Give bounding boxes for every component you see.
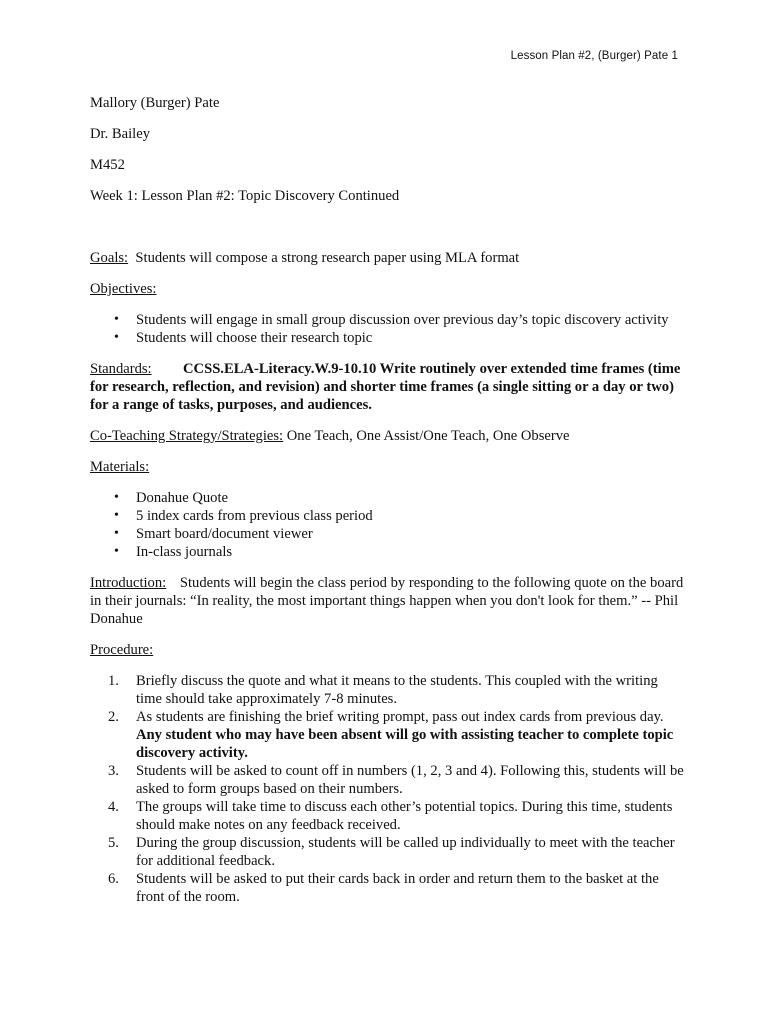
running-header: Lesson Plan #2, (Burger) Pate 1: [510, 50, 678, 62]
procedure-list: [90, 672, 684, 906]
step-number: 5.: [108, 835, 119, 851]
list-item: • 5 index cards from previous class period: [136, 507, 684, 525]
materials-label: Materials:: [90, 459, 150, 475]
introduction-section: [90, 574, 684, 628]
procedure-step: [108, 672, 684, 708]
step-text: Students will be asked to put their cards back in order and return them to the basket at the front of the room.: [136, 871, 659, 905]
standards-text: CCSS.ELA-Literacy.W.9-10.10 Write routinely over extended time frames (time for research, reflection, and revision) and shorter time frames (a single sitting or a day or two) for a range of tasks, purposes, and audiences.: [90, 361, 681, 413]
step-text: Briefly discuss the quote and what it means to the students. This coupled with the writing time should take approximately 7-8 minutes.: [136, 673, 658, 707]
step-text: The groups will take time to discuss each other’s potential topics. During this time, students should make notes on any feedback received.: [136, 799, 673, 833]
step-text: Students will be asked to count off in numbers (1, 2, 3 and 4). Following this, students will be asked to form groups based on their numbers.: [136, 763, 684, 797]
coteaching-text: One Teach, One Assist/One Teach, One Observe: [286, 428, 570, 444]
introduction-text: Students will begin the class period by responding to the following quote on the board in their journals: “In reality, the most important things happen when you don't look for them.” -- Phil Donahue: [90, 575, 684, 627]
coteaching-label: Co-Teaching Strategy/Strategies:: [90, 428, 284, 444]
step-text: As students are finishing the brief writing prompt, pass out index cards from previous day.: [136, 709, 664, 725]
coteaching-section: [90, 427, 684, 445]
lesson-title: Week 1: Lesson Plan #2: Topic Discovery Continued: [90, 188, 400, 204]
step-number: 4.: [108, 799, 119, 815]
materials-list: [90, 489, 684, 561]
step-number: 3.: [108, 763, 119, 779]
goals-section: [90, 249, 684, 267]
list-item: • Students will engage in small group discussion over previous day’s topic discovery activity: [136, 311, 684, 329]
list-item: • In-class journals: [136, 543, 684, 561]
standards-section: [90, 360, 684, 414]
list-item: • Students will choose their research topic: [136, 329, 684, 347]
procedure-step: [108, 834, 684, 870]
goals-label: Goals:: [90, 250, 129, 266]
list-item: • Donahue Quote: [136, 489, 684, 507]
goals-text: Students will compose a strong research paper using MLA format: [135, 250, 520, 266]
standards-label: Standards:: [90, 361, 152, 377]
step-number: 1.: [108, 673, 119, 689]
author-name: Mallory (Burger) Pate: [90, 95, 220, 111]
course-number: M452: [90, 157, 125, 173]
procedure-step: [108, 708, 684, 762]
step-bold-note: Any student who may have been absent will go with assisting teacher to complete topic discovery activity.: [136, 727, 674, 761]
objectives-heading: [90, 280, 684, 298]
objectives-list: [90, 311, 684, 347]
list-item: • Smart board/document viewer: [136, 525, 684, 543]
step-number: 6.: [108, 871, 119, 887]
procedure-step: [108, 798, 684, 834]
materials-heading: [90, 458, 684, 476]
introduction-label: Introduction:: [90, 575, 167, 591]
document-body: [90, 94, 684, 906]
step-number: 2.: [108, 709, 119, 725]
instructor-name: Dr. Bailey: [90, 126, 150, 142]
procedure-label: Procedure:: [90, 642, 154, 658]
objectives-label: Objectives:: [90, 281, 157, 297]
procedure-step: [108, 762, 684, 798]
step-text: During the group discussion, students will be called up individually to meet with the teacher for additional feedback.: [136, 835, 675, 869]
procedure-step: [108, 870, 684, 906]
procedure-heading: [90, 641, 684, 659]
